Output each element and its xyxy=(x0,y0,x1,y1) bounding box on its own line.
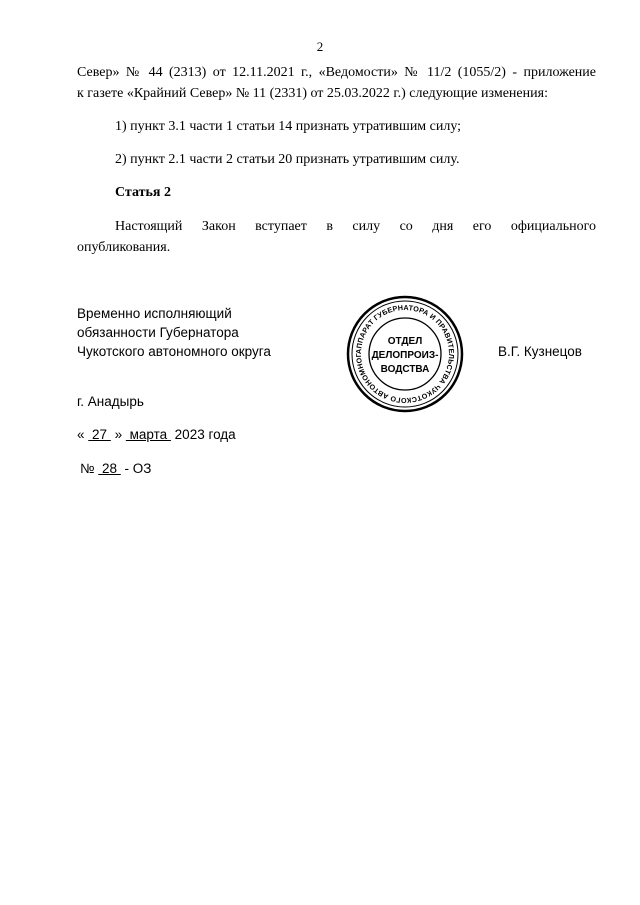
law-number-value: 28 xyxy=(98,461,121,476)
signatory-title-line-1: Временно исполняющий xyxy=(77,306,232,321)
article-2-text-line-1: Настоящий Закон вступает в силу со дня его официального xyxy=(115,219,596,234)
law-number-prefix: № xyxy=(80,461,95,476)
signatory-title-line-3: Чукотского автономного округа xyxy=(77,344,271,359)
signatory-name: В.Г. Кузнецов xyxy=(498,344,582,359)
amendment-item-1: 1) пункт 3.1 части 1 статьи 14 признать утратившим силу; xyxy=(115,119,462,134)
stamp-center-line-2: ДЕЛОПРОИЗ- xyxy=(371,350,439,361)
signatory-title-line-2: обязанности Губернатора xyxy=(77,325,239,340)
date-open-quote: « xyxy=(77,427,85,442)
date-month: марта xyxy=(125,427,171,442)
law-number-suffix: - ОЗ xyxy=(124,461,152,476)
stamp-ring-text: АППАРАТ ГУБЕРНАТОРА И ПРАВИТЕЛЬСТВА ЧУКОТСКОГО АВТОНОМНОГ xyxy=(353,302,457,406)
stamp-center-line-3: ВОДСТВА xyxy=(380,364,430,375)
intro-line-2: к газете «Крайний Север» № 11 (2331) от 25.03.2022 г.) следующие изменения: xyxy=(77,86,548,101)
signing-date xyxy=(77,425,236,444)
stamp-center-line-1: ОТДЕЛ xyxy=(387,336,423,347)
law-number xyxy=(80,459,151,478)
date-day: 27 xyxy=(88,427,111,442)
article-2-text-line-2: опубликования. xyxy=(77,240,171,255)
place-text: г. Анадырь xyxy=(77,394,144,409)
intro-line-1: Север» № 44 (2313) от 12.11.2021 г., «Ведомости» № 11/2 (1055/2) - приложение xyxy=(77,65,596,80)
page-number: 2 xyxy=(316,39,324,54)
date-year: 2023 года xyxy=(174,427,236,442)
amendment-item-2: 2) пункт 2.1 части 2 статьи 20 признать утратившим силу. xyxy=(115,152,460,167)
article-2-heading: Статья 2 xyxy=(115,185,171,200)
official-stamp xyxy=(345,294,465,414)
date-close-quote: » xyxy=(114,427,123,442)
